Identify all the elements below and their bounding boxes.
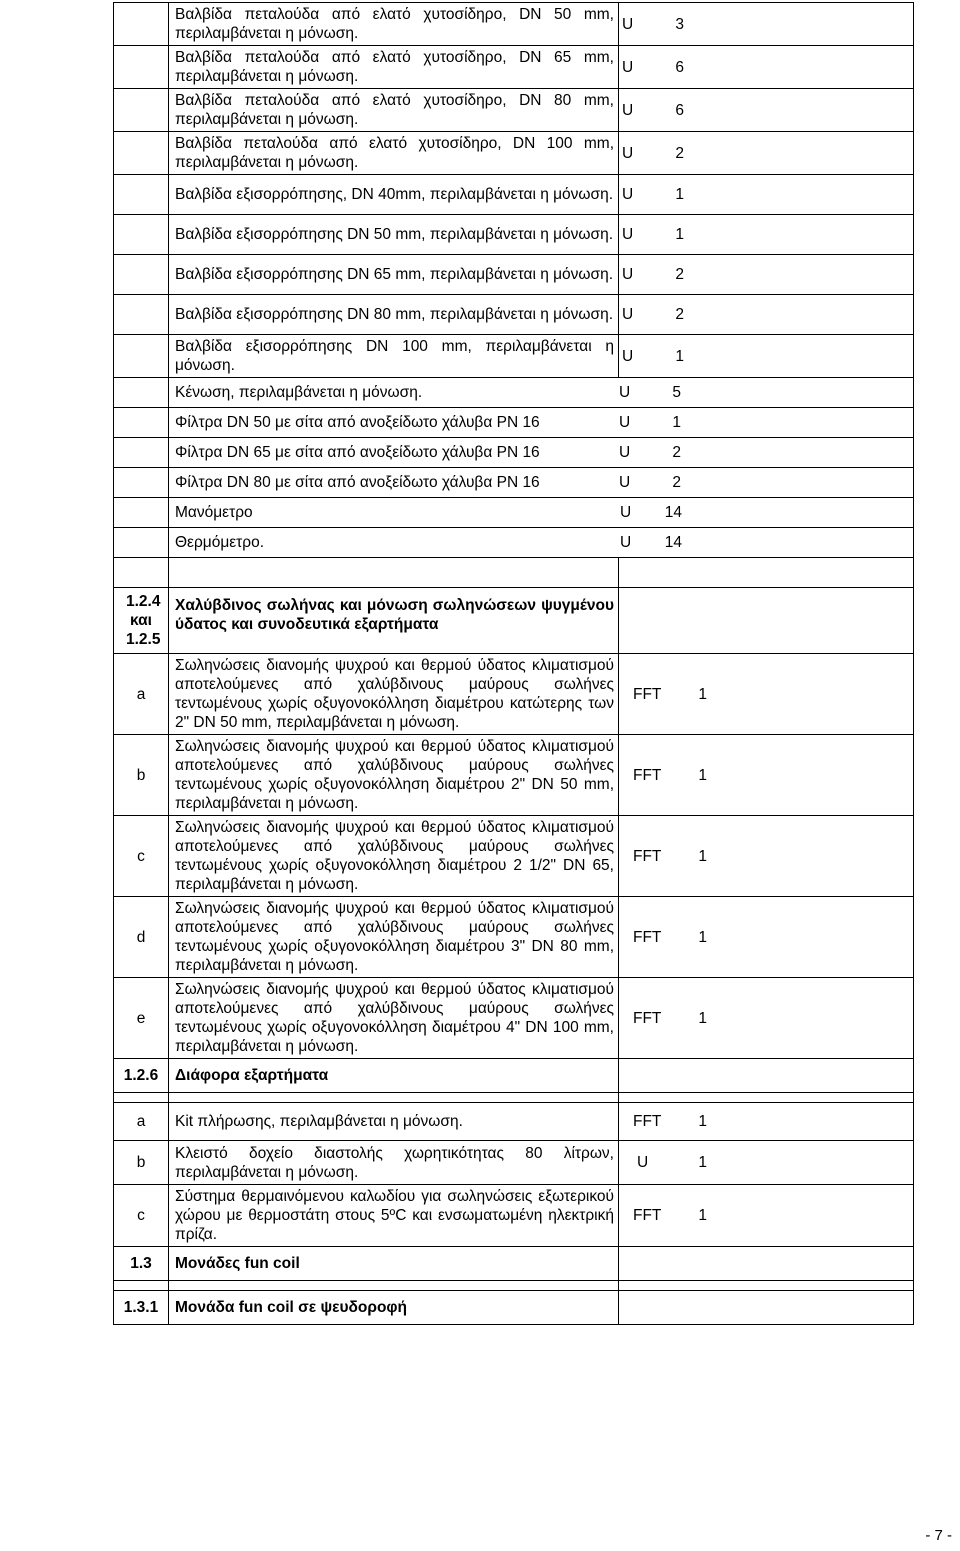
unit: U xyxy=(622,266,634,283)
item-number-cell xyxy=(114,468,169,498)
item-number-cell xyxy=(114,255,169,295)
quantity: 1 xyxy=(675,347,684,365)
unit: U xyxy=(622,226,634,243)
item-description: Φίλτρα DN 80 με σίτα από ανοξείδωτο χάλυβα PN 16 xyxy=(175,474,540,491)
item-description: Βαλβίδα πεταλούδα από ελατό χυτοσίδηρο, DN 100 mm, περιλαμβάνεται η μόνωση. xyxy=(169,132,619,175)
item-description: Βαλβίδα εξισορρόπησης DN 100 mm, περιλαμβάνεται η μόνωση. xyxy=(169,335,619,378)
table-row xyxy=(114,46,914,89)
item-description: Σωληνώσεις διανομής ψυχρού και θερμού ύδατος κλιματισμού αποτελούμενες από χαλύβδινους μαύρους σωλήνες τεντωμένους χωρίς οξυγονοκόλληση διαμέτρου κατώτερης των 2" DN 50 mm, περιλαμβάνεται η μόνωση. xyxy=(169,654,619,735)
unit: FFT xyxy=(633,1113,662,1130)
item-number-cell xyxy=(114,408,169,438)
unit: U xyxy=(620,534,632,551)
quantity-cell xyxy=(619,3,914,46)
unit: U xyxy=(622,101,634,119)
quantity-cell xyxy=(619,46,914,89)
quantity: 1 xyxy=(698,847,707,865)
inline-item xyxy=(169,438,914,468)
unit: FFT xyxy=(633,847,662,865)
quantity: 5 xyxy=(672,384,681,401)
spacer-row xyxy=(114,1093,914,1103)
item-description: Σύστημα θερμαινόμενου καλωδίου για σωληνώσεις εξωτερικού χώρου με θερμοστάτη στους 5ºC και ενσωματωμένη ηλεκτρική πρίζα. xyxy=(169,1185,619,1247)
table-row xyxy=(114,255,914,295)
table-row xyxy=(114,978,914,1059)
unit: FFT xyxy=(633,766,662,784)
item-letter: c xyxy=(114,816,169,897)
table-row xyxy=(114,897,914,978)
item-description: Βαλβίδα πεταλούδα από ελατό χυτοσίδηρο, DN 80 mm, περιλαμβάνεται η μόνωση. xyxy=(169,89,619,132)
item-number-cell xyxy=(114,89,169,132)
quantity: 1 xyxy=(675,186,684,203)
quantity-cell xyxy=(619,132,914,175)
unit: FFT xyxy=(633,1009,662,1027)
item-description: Βαλβίδα εξισορρόπησης, DN 40mm, περιλαμβάνεται η μόνωση. xyxy=(169,175,619,215)
quantity: 2 xyxy=(675,306,684,323)
unit: U xyxy=(619,444,631,461)
quantity-cell xyxy=(619,1185,914,1247)
quantity-cell xyxy=(619,335,914,378)
quantity: 1 xyxy=(672,414,681,431)
spacer-row xyxy=(114,1281,914,1291)
item-description: Κένωση, περιλαμβάνεται η μόνωση. xyxy=(175,384,423,401)
inline-item xyxy=(169,378,914,408)
unit: U xyxy=(637,1154,649,1171)
quantity-cell xyxy=(619,89,914,132)
item-description: Μανόμετρο xyxy=(175,504,253,521)
item-number-cell xyxy=(114,438,169,468)
quantity: 1 xyxy=(698,1113,707,1130)
table-row xyxy=(114,335,914,378)
item-number-cell xyxy=(114,132,169,175)
item-description: Σωληνώσεις διανομής ψυχρού και θερμού ύδατος κλιματισμού αποτελούμενες από χαλύβδινους μαύρους σωλήνες τεντωμένους χωρίς οξυγονοκόλληση διαμέτρου 2 1/2" DN 65, περιλαμβάνεται η μόνωση. xyxy=(169,816,619,897)
quantities-table xyxy=(113,2,914,1325)
item-description: Θερμόμετρο. xyxy=(175,534,265,551)
quantity: 2 xyxy=(672,474,681,491)
table-row xyxy=(114,468,914,498)
table-row xyxy=(114,89,914,132)
inline-item xyxy=(169,468,914,498)
item-description: Βαλβίδα πεταλούδα από ελατό χυτοσίδηρο, DN 50 mm, περιλαμβάνεται η μόνωση. xyxy=(169,3,619,46)
section-title: Χαλύβδινος σωλήνας και μόνωση σωληνώσεων ψυγμένου ύδατος και συνοδευτικά εξαρτήματα xyxy=(169,588,619,654)
quantity-cell xyxy=(619,255,914,295)
item-description: Βαλβίδα εξισορρόπησης DN 65 mm, περιλαμβάνεται η μόνωση. xyxy=(169,255,619,295)
table-row xyxy=(114,498,914,528)
quantity-cell xyxy=(619,175,914,215)
item-letter: c xyxy=(114,1185,169,1247)
table-row xyxy=(114,438,914,468)
section-header-row xyxy=(114,1247,914,1281)
unit: FFT xyxy=(633,928,662,946)
quantity: 1 xyxy=(698,685,707,703)
section-number: 1.3 xyxy=(114,1247,169,1281)
inline-item xyxy=(169,498,914,528)
quantity-cell xyxy=(619,1103,914,1141)
section-header-row xyxy=(114,1291,914,1325)
unit: U xyxy=(622,347,634,365)
unit: U xyxy=(622,306,634,323)
table-row xyxy=(114,3,914,46)
table-row xyxy=(114,816,914,897)
quantity-cell xyxy=(619,978,914,1059)
quantity-cell xyxy=(619,897,914,978)
quantity: 1 xyxy=(698,1154,707,1171)
quantity: 2 xyxy=(675,266,684,283)
item-number-cell xyxy=(114,528,169,558)
table-row xyxy=(114,175,914,215)
table-row xyxy=(114,408,914,438)
unit: U xyxy=(622,15,634,33)
section-number xyxy=(114,588,169,654)
quantity: 2 xyxy=(672,444,681,461)
table-row xyxy=(114,1141,914,1185)
item-letter: a xyxy=(114,1103,169,1141)
unit: U xyxy=(622,186,634,203)
item-description: Βαλβίδα εξισορρόπησης DN 50 mm, περιλαμβάνεται η μόνωση. xyxy=(169,215,619,255)
item-description: Βαλβίδα πεταλούδα από ελατό χυτοσίδηρο, DN 65 mm, περιλαμβάνεται η μόνωση. xyxy=(169,46,619,89)
table-row xyxy=(114,132,914,175)
item-description: Kit πλήρωσης, περιλαμβάνεται η μόνωση. xyxy=(169,1103,619,1141)
table-row xyxy=(114,1103,914,1141)
table-row xyxy=(114,1185,914,1247)
quantity: 1 xyxy=(698,766,707,784)
item-number-cell xyxy=(114,3,169,46)
quantity: 3 xyxy=(675,15,684,33)
item-number-cell xyxy=(114,335,169,378)
unit: U xyxy=(622,58,634,76)
quantity-cell xyxy=(619,816,914,897)
section-number-text: 1.2.4 και 1.2.5 xyxy=(126,593,161,648)
unit: FFT xyxy=(633,685,662,703)
table-row xyxy=(114,295,914,335)
item-letter: a xyxy=(114,654,169,735)
item-description: Βαλβίδα εξισορρόπησης DN 80 mm, περιλαμβάνεται η μόνωση. xyxy=(169,295,619,335)
section-title: Μονάδες fun coil xyxy=(169,1247,619,1281)
section-number: 1.3.1 xyxy=(114,1291,169,1325)
section-title: Μονάδα fun coil σε ψευδοροφή xyxy=(169,1291,619,1325)
quantity: 6 xyxy=(675,58,684,76)
quantity: 14 xyxy=(664,534,682,551)
table-row xyxy=(114,528,914,558)
unit: U xyxy=(620,504,632,521)
quantity: 2 xyxy=(675,144,684,162)
table-row xyxy=(114,215,914,255)
quantity-cell xyxy=(619,215,914,255)
section-header-row xyxy=(114,588,914,654)
quantity-cell xyxy=(619,735,914,816)
inline-item xyxy=(169,408,914,438)
unit: U xyxy=(622,144,634,162)
section-title: Διάφορα εξαρτήματα xyxy=(169,1059,619,1093)
item-number-cell xyxy=(114,175,169,215)
item-number-cell xyxy=(114,46,169,89)
item-description: Φίλτρα DN 65 με σίτα από ανοξείδωτο χάλυβα PN 16 xyxy=(175,444,540,461)
item-number-cell xyxy=(114,378,169,408)
unit: U xyxy=(619,474,631,491)
quantity: 1 xyxy=(675,226,684,243)
quantity: 6 xyxy=(675,101,684,119)
item-letter: b xyxy=(114,735,169,816)
table-row xyxy=(114,735,914,816)
quantity-cell xyxy=(619,295,914,335)
item-letter: e xyxy=(114,978,169,1059)
page-number: - 7 - xyxy=(925,1527,952,1544)
item-description: Σωληνώσεις διανομής ψυχρού και θερμού ύδατος κλιματισμού αποτελούμενες από χαλύβδινους μαύρους σωλήνες τεντωμένους χωρίς οξυγονοκόλληση διαμέτρου 4" DN 100 mm, περιλαμβάνεται η μόνωση. xyxy=(169,978,619,1059)
item-number-cell xyxy=(114,498,169,528)
unit: U xyxy=(619,414,631,431)
item-number-cell xyxy=(114,215,169,255)
quantity: 1 xyxy=(698,1009,707,1027)
spacer-row xyxy=(114,558,914,588)
quantity: 14 xyxy=(664,504,682,521)
unit: FFT xyxy=(633,1207,662,1224)
section-number: 1.2.6 xyxy=(114,1059,169,1093)
item-number-cell xyxy=(114,295,169,335)
quantity-cell xyxy=(619,654,914,735)
inline-item xyxy=(169,528,914,558)
item-description: Κλειστό δοχείο διαστολής χωρητικότητας 80 λίτρων, περιλαμβάνεται η μόνωση. xyxy=(169,1141,619,1185)
quantity: 1 xyxy=(698,1207,707,1224)
item-letter: b xyxy=(114,1141,169,1185)
item-description: Σωληνώσεις διανομής ψυχρού και θερμού ύδατος κλιματισμού αποτελούμενες από χαλύβδινους μαύρους σωλήνες τεντωμένους χωρίς οξυγονοκόλληση διαμέτρου 3" DN 80 mm, περιλαμβάνεται η μόνωση. xyxy=(169,897,619,978)
quantity: 1 xyxy=(698,928,707,946)
item-description: Φίλτρα DN 50 με σίτα από ανοξείδωτο χάλυβα PN 16 xyxy=(175,414,540,431)
quantity-cell xyxy=(619,1141,914,1185)
item-letter: d xyxy=(114,897,169,978)
table-row xyxy=(114,378,914,408)
item-description: Σωληνώσεις διανομής ψυχρού και θερμού ύδατος κλιματισμού αποτελούμενες από χαλύβδινους μαύρους σωλήνες τεντωμένους χωρίς οξυγονοκόλληση διαμέτρου 2" DN 50 mm, περιλαμβάνεται η μόνωση. xyxy=(169,735,619,816)
unit: U xyxy=(619,384,631,401)
section-header-row xyxy=(114,1059,914,1093)
table-row xyxy=(114,654,914,735)
